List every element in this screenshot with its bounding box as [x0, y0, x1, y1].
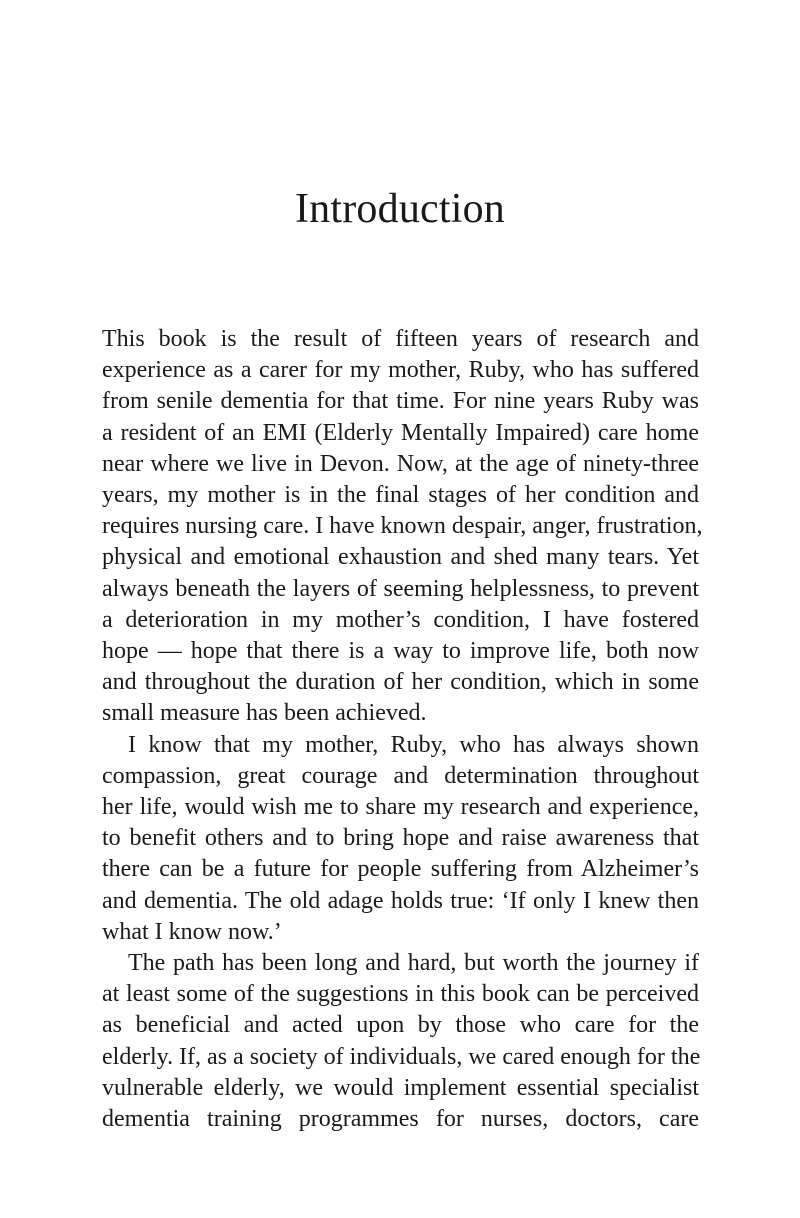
text-line: to benefit others and to bring hope and raise awareness that — [102, 825, 699, 852]
text-line: and throughout the duration of her condition, which in some — [102, 669, 699, 696]
paragraph — [102, 324, 703, 730]
text-line: what I know now.’ — [102, 918, 282, 945]
text-line: hope — hope that there is a way to improve life, both now — [102, 638, 699, 665]
body-text — [102, 324, 703, 1135]
text-line: requires nursing care. I have known despair, anger, frustration, — [102, 513, 703, 540]
text-line: her life, would wish me to share my research and experience, — [102, 794, 699, 821]
text-line: and dementia. The old adage holds true: ‘If only I knew then — [102, 887, 699, 914]
text-line: at least some of the suggestions in this book can be perceived — [102, 981, 699, 1008]
text-line: I know that my mother, Ruby, who has always shown — [128, 731, 699, 758]
text-line: The path has been long and hard, but worth the journey if — [128, 950, 699, 977]
text-line: as beneficial and acted upon by those who care for the — [102, 1012, 699, 1039]
text-line: a deterioration in my mother’s condition, I have fostered — [102, 606, 699, 633]
text-line: a resident of an EMI (Elderly Mentally Impaired) care home — [102, 419, 699, 446]
text-line: dementia training programmes for nurses, doctors, care — [102, 1106, 699, 1133]
text-line: years, my mother is in the final stages of her condition and — [102, 482, 699, 509]
text-line: there can be a future for people suffering from Alzheimer’s — [102, 856, 699, 883]
text-line: This book is the result of fifteen years of research and — [102, 326, 699, 352]
text-line: vulnerable elderly, we would implement essential specialist — [102, 1074, 699, 1101]
paragraph — [102, 948, 699, 1135]
paragraph — [102, 730, 699, 948]
text-line: elderly. If, as a society of individuals, we cared enough for the — [102, 1043, 701, 1070]
text-line: physical and emotional exhaustion and shed many tears. Yet — [102, 544, 699, 571]
chapter-title: Introduction — [294, 186, 506, 232]
text-line: from senile dementia for that time. For nine years Ruby was — [102, 388, 699, 415]
text-line: small measure has been achieved. — [102, 700, 427, 727]
text-line: near where we live in Devon. Now, at the age of ninety-three — [102, 450, 699, 477]
text-line: always beneath the layers of seeming helplessness, to prevent — [102, 575, 699, 602]
text-line: experience as a carer for my mother, Ruby, who has suffered — [102, 357, 699, 384]
text-line: compassion, great courage and determination throughout — [102, 762, 699, 789]
